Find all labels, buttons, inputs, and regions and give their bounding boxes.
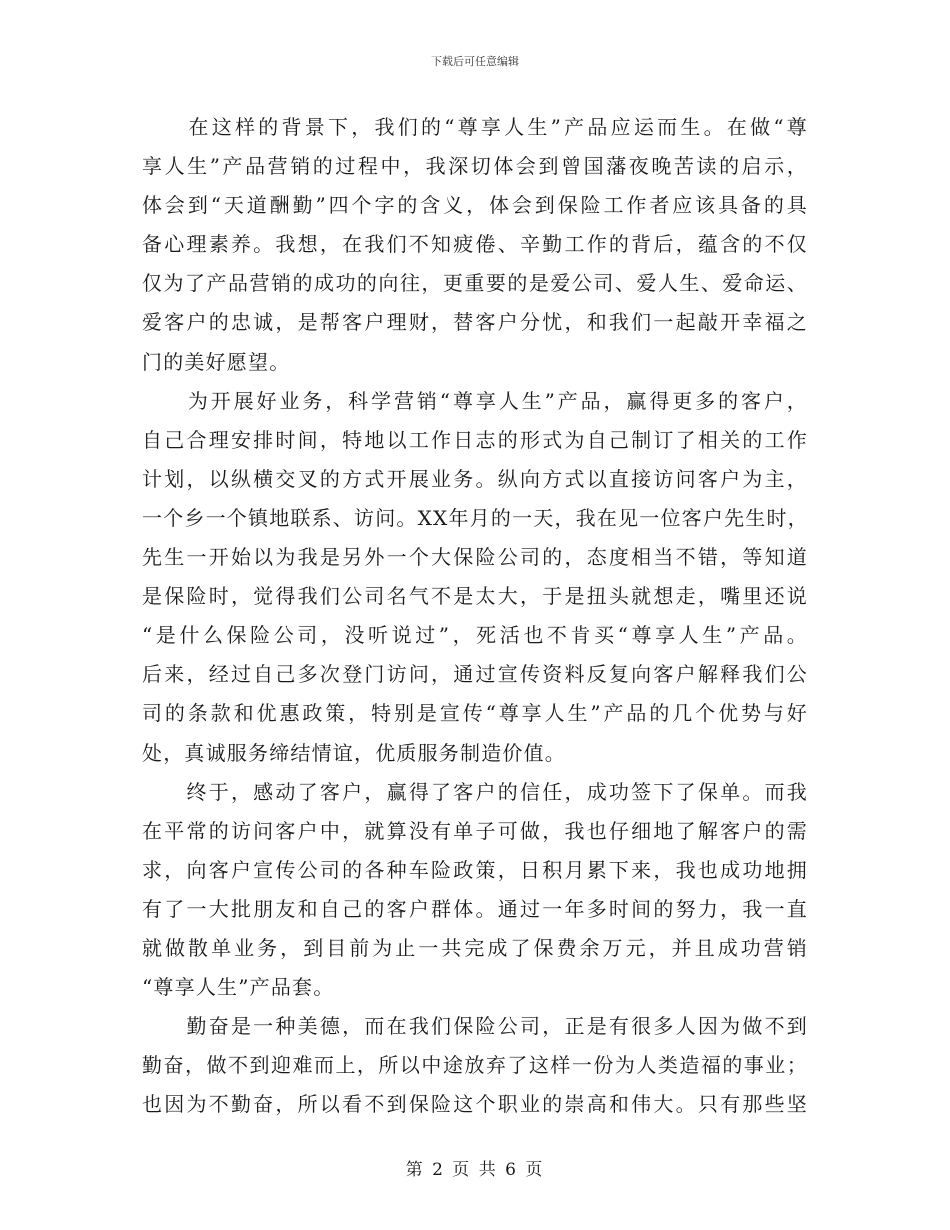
- text-line: “是什么保险公司，没听说过”，死活也不肯买“尊享人生”产品。: [142, 623, 808, 648]
- paragraph-2: [142, 382, 808, 773]
- page-footer: 第 2 页 共 6 页: [405, 1160, 545, 1180]
- text-line: 爱客户的忠诚，是帮客户理财，替客户分忧，和我们一起敲开幸福之: [142, 310, 808, 335]
- page-header: 下载后可任意编辑: [431, 55, 519, 68]
- paragraph-3: [142, 773, 808, 1008]
- text-line: 勤奋是一种美德，而在我们保险公司，正是有很多人因为做不到: [142, 1014, 808, 1039]
- text-line: 仅为了产品营销的成功的向往，更重要的是爱公司、爱人生、爱命运、: [142, 271, 808, 296]
- text-line: 是保险时，觉得我们公司名气不是太大，于是扭头就想走，嘴里还说: [142, 584, 808, 609]
- text-line: 在这样的背景下，我们的“尊享人生”产品应运而生。在做“尊: [142, 115, 808, 139]
- text-line: 勤奋，做不到迎难而上，所以中途放弃了这样一份为人类造福的事业；: [142, 1053, 808, 1078]
- text-line: 就做散单业务，到目前为止一共完成了保费余万元，并且成功营销: [142, 935, 808, 960]
- text-line: 后来，经过自己多次登门访问，通过宣传资料反复向客户解释我们公: [142, 662, 808, 687]
- text-line: 在平常的访问客户中，就算没有单子可做，我也仔细地了解客户的需: [142, 818, 808, 843]
- text-line: 享人生”产品营销的过程中，我深切体会到曾国藩夜晚苦读的启示，: [142, 154, 808, 179]
- text-line: 先生一开始以为我是另外一个大保险公司的，态度相当不错，等知道: [142, 545, 808, 570]
- text-line: 司的条款和优惠政策，特别是宣传“尊享人生”产品的几个优势与好: [142, 701, 808, 726]
- document-body: [142, 108, 808, 1124]
- paragraph-1: [142, 108, 808, 382]
- text-line: 自己合理安排时间，特地以工作日志的形式为自己制订了相关的工作: [142, 427, 808, 452]
- text-line: 为开展好业务，科学营销“尊享人生”产品，赢得更多的客户，: [142, 388, 808, 413]
- text-line: 计划，以纵横交叉的方式开展业务。纵向方式以直接访问客户为主，: [142, 466, 808, 491]
- text-line: 备心理素养。我想，在我们不知疲倦、辛勤工作的背后，蕴含的不仅: [142, 232, 808, 257]
- text-line: 一个乡一个镇地联系、访问。XX年月的一天，我在见一位客户先生时，: [142, 505, 809, 530]
- text-line: 也因为不勤奋，所以看不到保险这个职业的崇高和伟大。只有那些坚: [142, 1092, 808, 1117]
- text-line: 求，向客户宣传公司的各种车险政策，日积月累下来，我也成功地拥: [142, 857, 808, 882]
- text-line: 处，真诚服务缔结情谊，优质服务制造价值。: [142, 740, 566, 765]
- text-line: 有了一大批朋友和自己的客户群体。通过一年多时间的努力，我一直: [142, 896, 808, 921]
- text-line: 终于，感动了客户，赢得了客户的信任，成功签下了保单。而我: [142, 779, 808, 804]
- text-line: 体会到“天道酬勤”四个字的含义，体会到保险工作者应该具备的具: [142, 193, 808, 218]
- text-line: 门的美好愿望。: [142, 349, 291, 374]
- text-line: “尊享人生”产品套。: [142, 975, 335, 1000]
- paragraph-4: [142, 1007, 808, 1124]
